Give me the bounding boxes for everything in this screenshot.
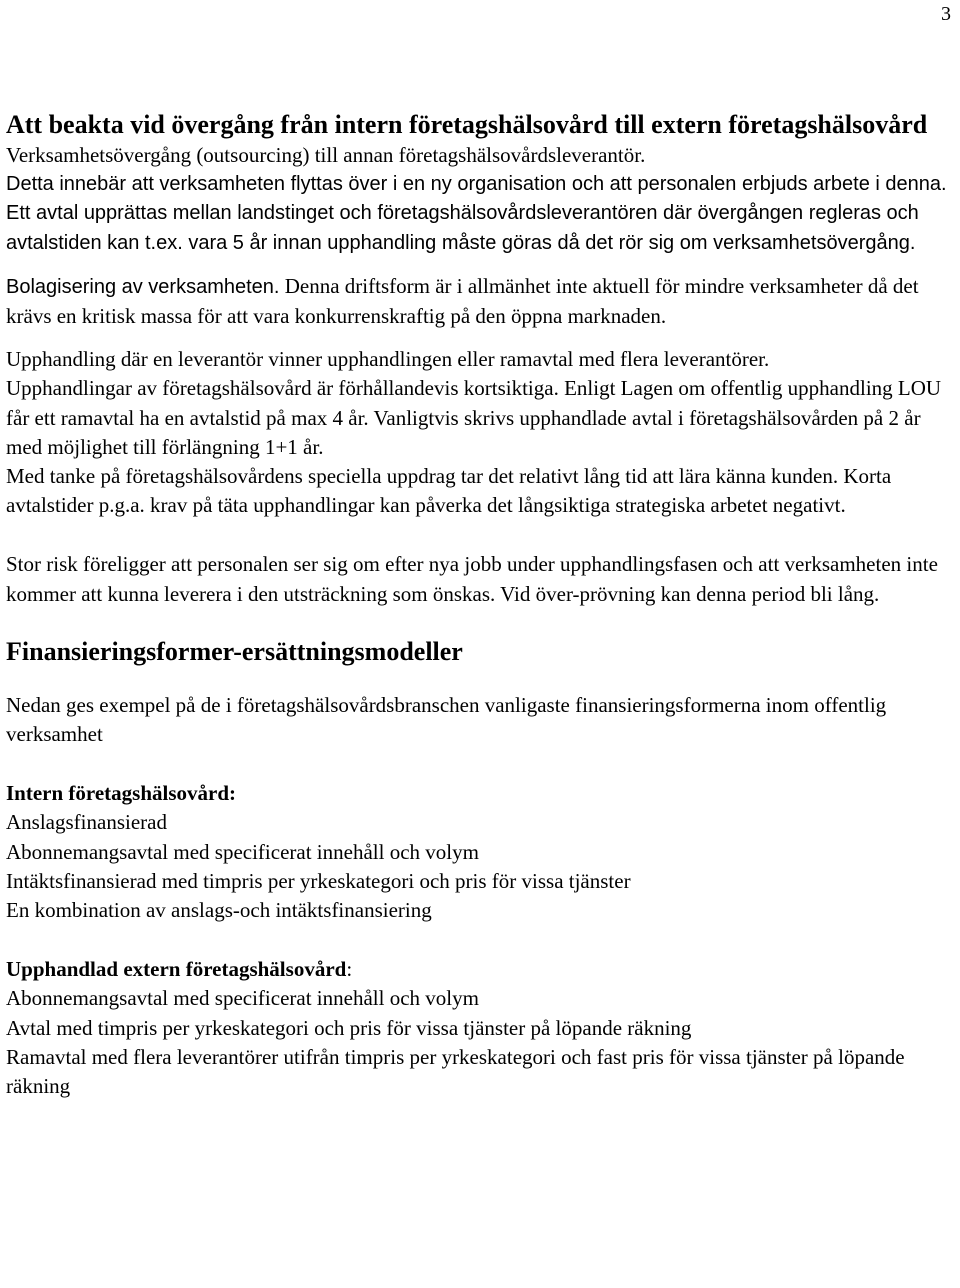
spacer: [6, 520, 954, 550]
incorporation-text: Denna driftsform är i allmänhet inte aktuell för mindre verksamheter då det krävs en kritisk massa för att vara konkurrenskraftig på den öppna marknaden.: [6, 273, 919, 329]
spacer: [6, 609, 954, 635]
procurement-line-1: Upphandling där en leverantör vinner upphandlingen eller ramavtal med flera leverantörer.: [6, 347, 770, 372]
internal-heading: Intern företagshälsovård:: [6, 781, 237, 806]
external-item: Avtal med timpris per yrkeskategori och pris för vissa tjänster på löpande räkning: [6, 1015, 692, 1040]
spacer: [6, 669, 954, 691]
external-financing-list: [6, 955, 954, 1101]
outsourcing-line: Verksamhetsövergång (outsourcing) till annan företagshälsovårdsleverantör.: [6, 143, 646, 167]
internal-item: Abonnemangsavtal med specificerat innehåll och volym: [6, 839, 479, 864]
external-item: Ramavtal med flera leverantörer utifrån timpris per yrkeskategori och fast pris för vissa tjänster på löpande räkning: [6, 1044, 905, 1099]
procurement-paragraph: [6, 345, 954, 520]
risk-paragraph: Stor risk föreligger att personalen ser sig om efter nya jobb under upphandlingsfasen och att verksamheten inte kommer att kunna leverera i den utsträckning som önskas. Vid över-prövning kan denna period bli lång.: [6, 552, 938, 606]
procurement-line-2: Upphandlingar av företagshälsovård är förhållandevis kortsiktiga.: [6, 376, 559, 401]
internal-item: En kombination av anslags-och intäktsfinansiering: [6, 898, 432, 923]
incorporation-lead: Bolagisering av verksamheten.: [6, 275, 280, 298]
incorporation-paragraph: [6, 272, 954, 331]
internal-item: Intäktsfinansierad med timpris per yrkeskategori och pris för vissa tjänster: [6, 868, 631, 893]
internal-item: Anslagsfinansierad: [6, 810, 167, 835]
spacer: [6, 749, 954, 779]
section-title-transition: Att beakta vid övergång från intern företagshälsovård till extern företagshälsovård: [6, 110, 928, 139]
procurement-line-3: Enligt Lagen om offentlig upphandling LOU får ett ramavtal ha en avtalstid på max 4 år. Vanligtvis skrivs upphandlade avtal i företagshälsovården på 2 år med möjlighet till förlängning 1+1 år.: [6, 376, 942, 459]
spacer: [6, 258, 954, 272]
spacer: [6, 925, 954, 955]
external-heading-line: [6, 955, 954, 984]
transition-paragraph: Detta innebär att verksamheten flyttas över i en ny organisation och att personalen erbjuds arbete i denna. Ett avtal upprättas mellan landstinget och företagshälsovårdsleverantören där övergången regleras och avtalstiden kan t.ex. vara 5 år innan upphandling måste göras då det rör sig om verksamhetsövergång.: [6, 173, 947, 254]
external-item: Abonnemangsavtal med specificerat innehåll och volym: [6, 986, 479, 1011]
page-number: 3: [941, 3, 951, 25]
financing-intro: Nedan ges exempel på de i företagshälsovårdsbranschen vanligaste finansieringsformerna inom offentlig verksamhet: [6, 692, 887, 747]
internal-financing-list: [6, 779, 954, 925]
external-heading-colon: :: [346, 957, 353, 982]
page-content: [6, 108, 954, 1101]
section-title-financing: Finansieringsformer-ersättningsmodeller: [6, 636, 463, 666]
procurement-line-4: Med tanke på företagshälsovårdens speciella uppdrag tar det relativt lång tid att lära känna kunden. Korta avtalstider p.g.a. krav på täta upphandlingar kan påverka det långsiktiga strategiska arbetet negativt.: [6, 464, 892, 518]
external-heading: Upphandlad extern företagshälsovård: [6, 957, 347, 982]
spacer: [6, 331, 954, 345]
